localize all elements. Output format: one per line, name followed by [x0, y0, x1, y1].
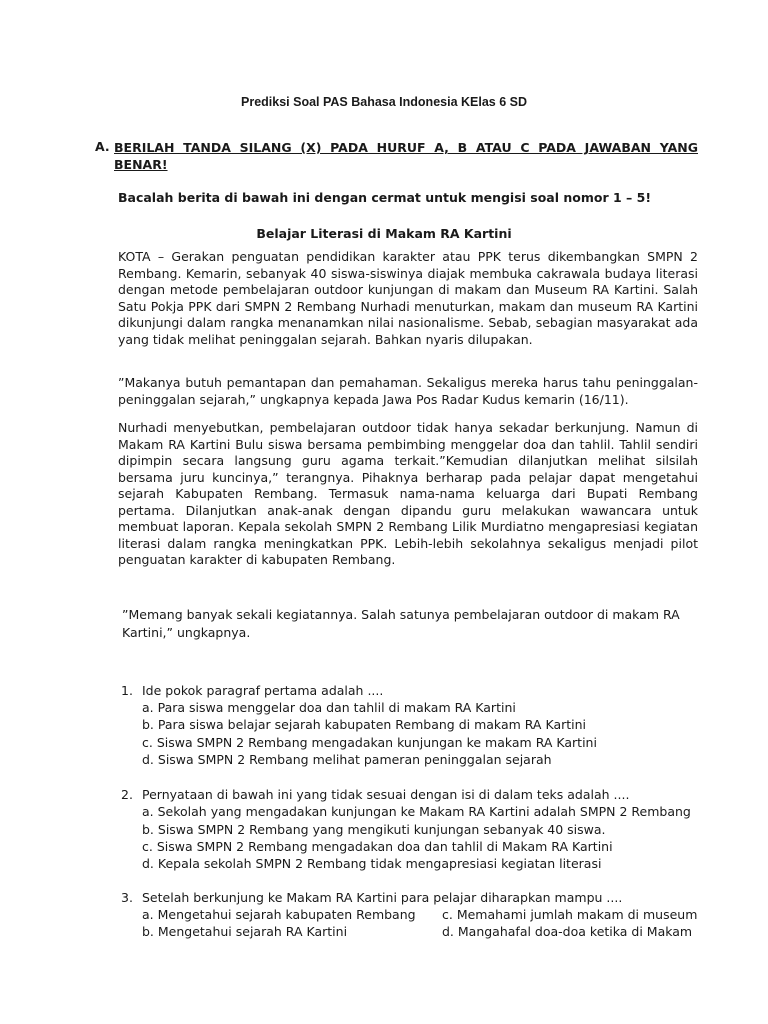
- article-title: Belajar Literasi di Makam RA Kartini: [256, 226, 512, 241]
- option-c[interactable]: c. Memahami jumlah makam di museum: [442, 907, 698, 922]
- section-letter: A.: [95, 139, 110, 154]
- question-stem: Setelah berkunjung ke Makam RA Kartini para pelajar diharapkan mampu ....: [142, 890, 623, 905]
- option-a[interactable]: a. Para siswa menggelar doa dan tahlil di makam RA Kartini: [142, 700, 516, 715]
- option-d[interactable]: d. Siswa SMPN 2 Rembang melihat pameran peninggalan sejarah: [142, 752, 552, 767]
- option-a[interactable]: a. Mengetahui sejarah kabupaten Rembang: [142, 907, 416, 922]
- question-number: 1.: [121, 683, 133, 698]
- question-stem: Ide pokok paragraf pertama adalah ....: [142, 683, 384, 698]
- option-a[interactable]: a. Sekolah yang mengadakan kunjungan ke Makam RA Kartini adalah SMPN 2 Rembang: [142, 804, 691, 819]
- article-paragraph-2: ”Makanya butuh pemantapan dan pemahaman. Sekaligus mereka harus tahu peninggalan-peninggalan sejarah,” ungkapnya kepada Jawa Pos Radar Kudus kemarin (16/11).: [118, 375, 698, 407]
- article-paragraph-4: ”Memang banyak sekali kegiatannya. Salah satunya pembelajaran outdoor di makam RA Kartini,” ungkapnya.: [122, 607, 680, 640]
- option-d[interactable]: d. Kepala sekolah SMPN 2 Rembang tidak mengapresiasi kegiatan literasi: [142, 856, 602, 871]
- article-paragraph-3: Nurhadi menyebutkan, pembelajaran outdoor tidak hanya sekadar berkunjung. Namun di Makam RA Kartini Bulu siswa bersama pembimbing menggelar doa dan tahlil. Tahlil sendiri dipimpin secara langsung guru agama terkait.”Kemudian dilanjutkan melihat silsilah bersama juru kuncinya,” terangnya. Pihaknya berharap pada pelajar dapat mengetahui sejarah Kabupaten Rembang. Termasuk nama-nama keluarga dari Bupati Rembang pertama. Dilanjutkan anak-anak dengan dipandu guru melakukan wawancara untuk membuat laporan. Kepala sekolah SMPN 2 Rembang Lilik Murdiatno mengapresiasi kegiatan literasi dalam rangka meningkatkan PPK. Lebih-lebih sekolahnya sekaligus menjadi pilot penguatan karakter di kabupaten Rembang.: [118, 420, 698, 567]
- option-c[interactable]: c. Siswa SMPN 2 Rembang mengadakan doa dan tahlil di Makam RA Kartini: [142, 839, 613, 854]
- document-title: Prediksi Soal PAS Bahasa Indonesia KElas 6 SD: [241, 95, 527, 109]
- question-number: 3.: [121, 890, 133, 905]
- option-d[interactable]: d. Mangahafal doa-doa ketika di Makam: [442, 924, 693, 939]
- option-b[interactable]: b. Mengetahui sejarah RA Kartini: [142, 924, 348, 939]
- article-paragraph-1: KOTA – Gerakan penguatan pendidikan karakter atau PPK terus dikembangkan SMPN 2 Rembang. Kemarin, sebanyak 40 siswa-siswinya diajak membuka cakrawala budaya literasi dengan metode pembelajaran outdoor kunjungan di makam dan Museum RA Kartini. Salah Satu Pokja PPK dari SMPN 2 Rembang Nurhadi menuturkan, makam dan museum RA Kartini dikunjungi dalam rangka menanamkan nilai nasionalisme. Sebab, sebagian masyarakat ada yang tidak melihat peninggalan sejarah. Bahkan nyaris dilupakan.: [118, 249, 698, 347]
- section-instruction: BERILAH TANDA SILANG (X) PADA HURUF A, B ATAU C PADA JAWABAN YANG BENAR!: [114, 140, 698, 172]
- question-stem: Pernyataan di bawah ini yang tidak sesuai dengan isi di dalam teks adalah ....: [142, 787, 630, 802]
- reading-instruction: Bacalah berita di bawah ini dengan cermat untuk mengisi soal nomor 1 – 5!: [118, 190, 652, 205]
- option-c[interactable]: c. Siswa SMPN 2 Rembang mengadakan kunjungan ke makam RA Kartini: [142, 735, 597, 750]
- option-b[interactable]: b. Para siswa belajar sejarah kabupaten Rembang di makam RA Kartini: [142, 717, 587, 732]
- question-number: 2.: [121, 787, 133, 802]
- option-b[interactable]: b. Siswa SMPN 2 Rembang yang mengikuti kunjungan sebanyak 40 siswa.: [142, 822, 606, 837]
